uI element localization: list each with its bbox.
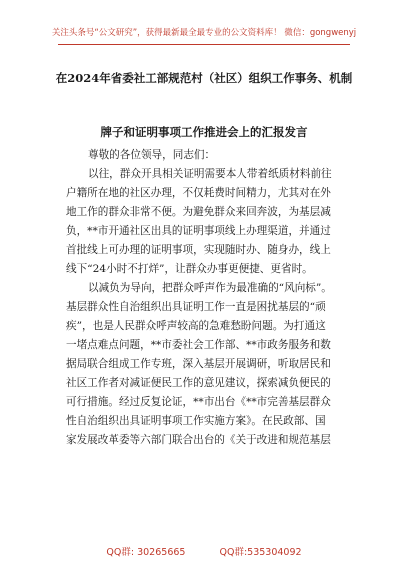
salutation: 尊敬的各位领导，同志们： <box>88 149 216 161</box>
body-line: 首批线上可办理的证明事项，实现随时办、随身办，线上 <box>66 244 331 256</box>
body-line: 据局联合组成工作专班，深入基层开展调研，听取居民和 <box>66 358 331 370</box>
body-line: 线下“24小时不打烊”，让群众办事更便捷、更省时。 <box>66 263 313 275</box>
body-line: 性自治组织出具证明事项工作实施方案》。在民政部、国 <box>66 415 326 427</box>
body-line: 社区工作者对减证便民工作的意见建议，探索减负便民的 <box>66 377 331 389</box>
body-line: 一堵点难点问题，**市委社会工作部、**市政务服务和数 <box>66 339 331 351</box>
document-title-line-2: 牌子和证明事项工作推进会上的汇报发言 <box>100 125 308 139</box>
qq-group-1: QQ群: 30265665 <box>106 547 186 558</box>
body-line: 以减负为导向，把群众呼声作为最准确的“风向标”。 <box>88 282 332 294</box>
document-body <box>66 146 352 450</box>
body-line: 家发展改革委等六部门联合出台的《关于改进和规范基层 <box>66 434 331 446</box>
header-divider <box>58 44 350 45</box>
body-line: 可行措施。经过反复论证，**市出台《**市完善基层群众 <box>66 396 331 408</box>
body-line: 基层群众性自治组织出具证明工作一直是困扰基层的“顽 <box>66 301 326 313</box>
body-line: 疾”，也是人民群众呼声较高的急难愁盼问题。为打通这 <box>66 320 326 332</box>
body-line: 户籍所在地的社区办理，不仅耗费时间精力，尤其对在外 <box>66 187 331 199</box>
body-line: 以往，群众开具相关证明需要本人带着纸质材料前往 <box>88 168 332 180</box>
qq-group-2: QQ群:535304092 <box>219 547 302 558</box>
promo-header: 关注头条号“公文研究”，获得最新最全最专业的公文资料库！ 微信：gongwenyj <box>51 28 357 38</box>
body-line: 负，**市开通社区出具的证明事项线上办理渠道，并通过 <box>66 225 331 237</box>
body-line: 地工作的群众非常不便。为避免群众来回奔波，为基层减 <box>66 206 331 218</box>
document-title-line-1: 在2024年省委社工部规范村（社区）组织工作事务、机制 <box>55 71 353 85</box>
footer <box>0 544 408 558</box>
